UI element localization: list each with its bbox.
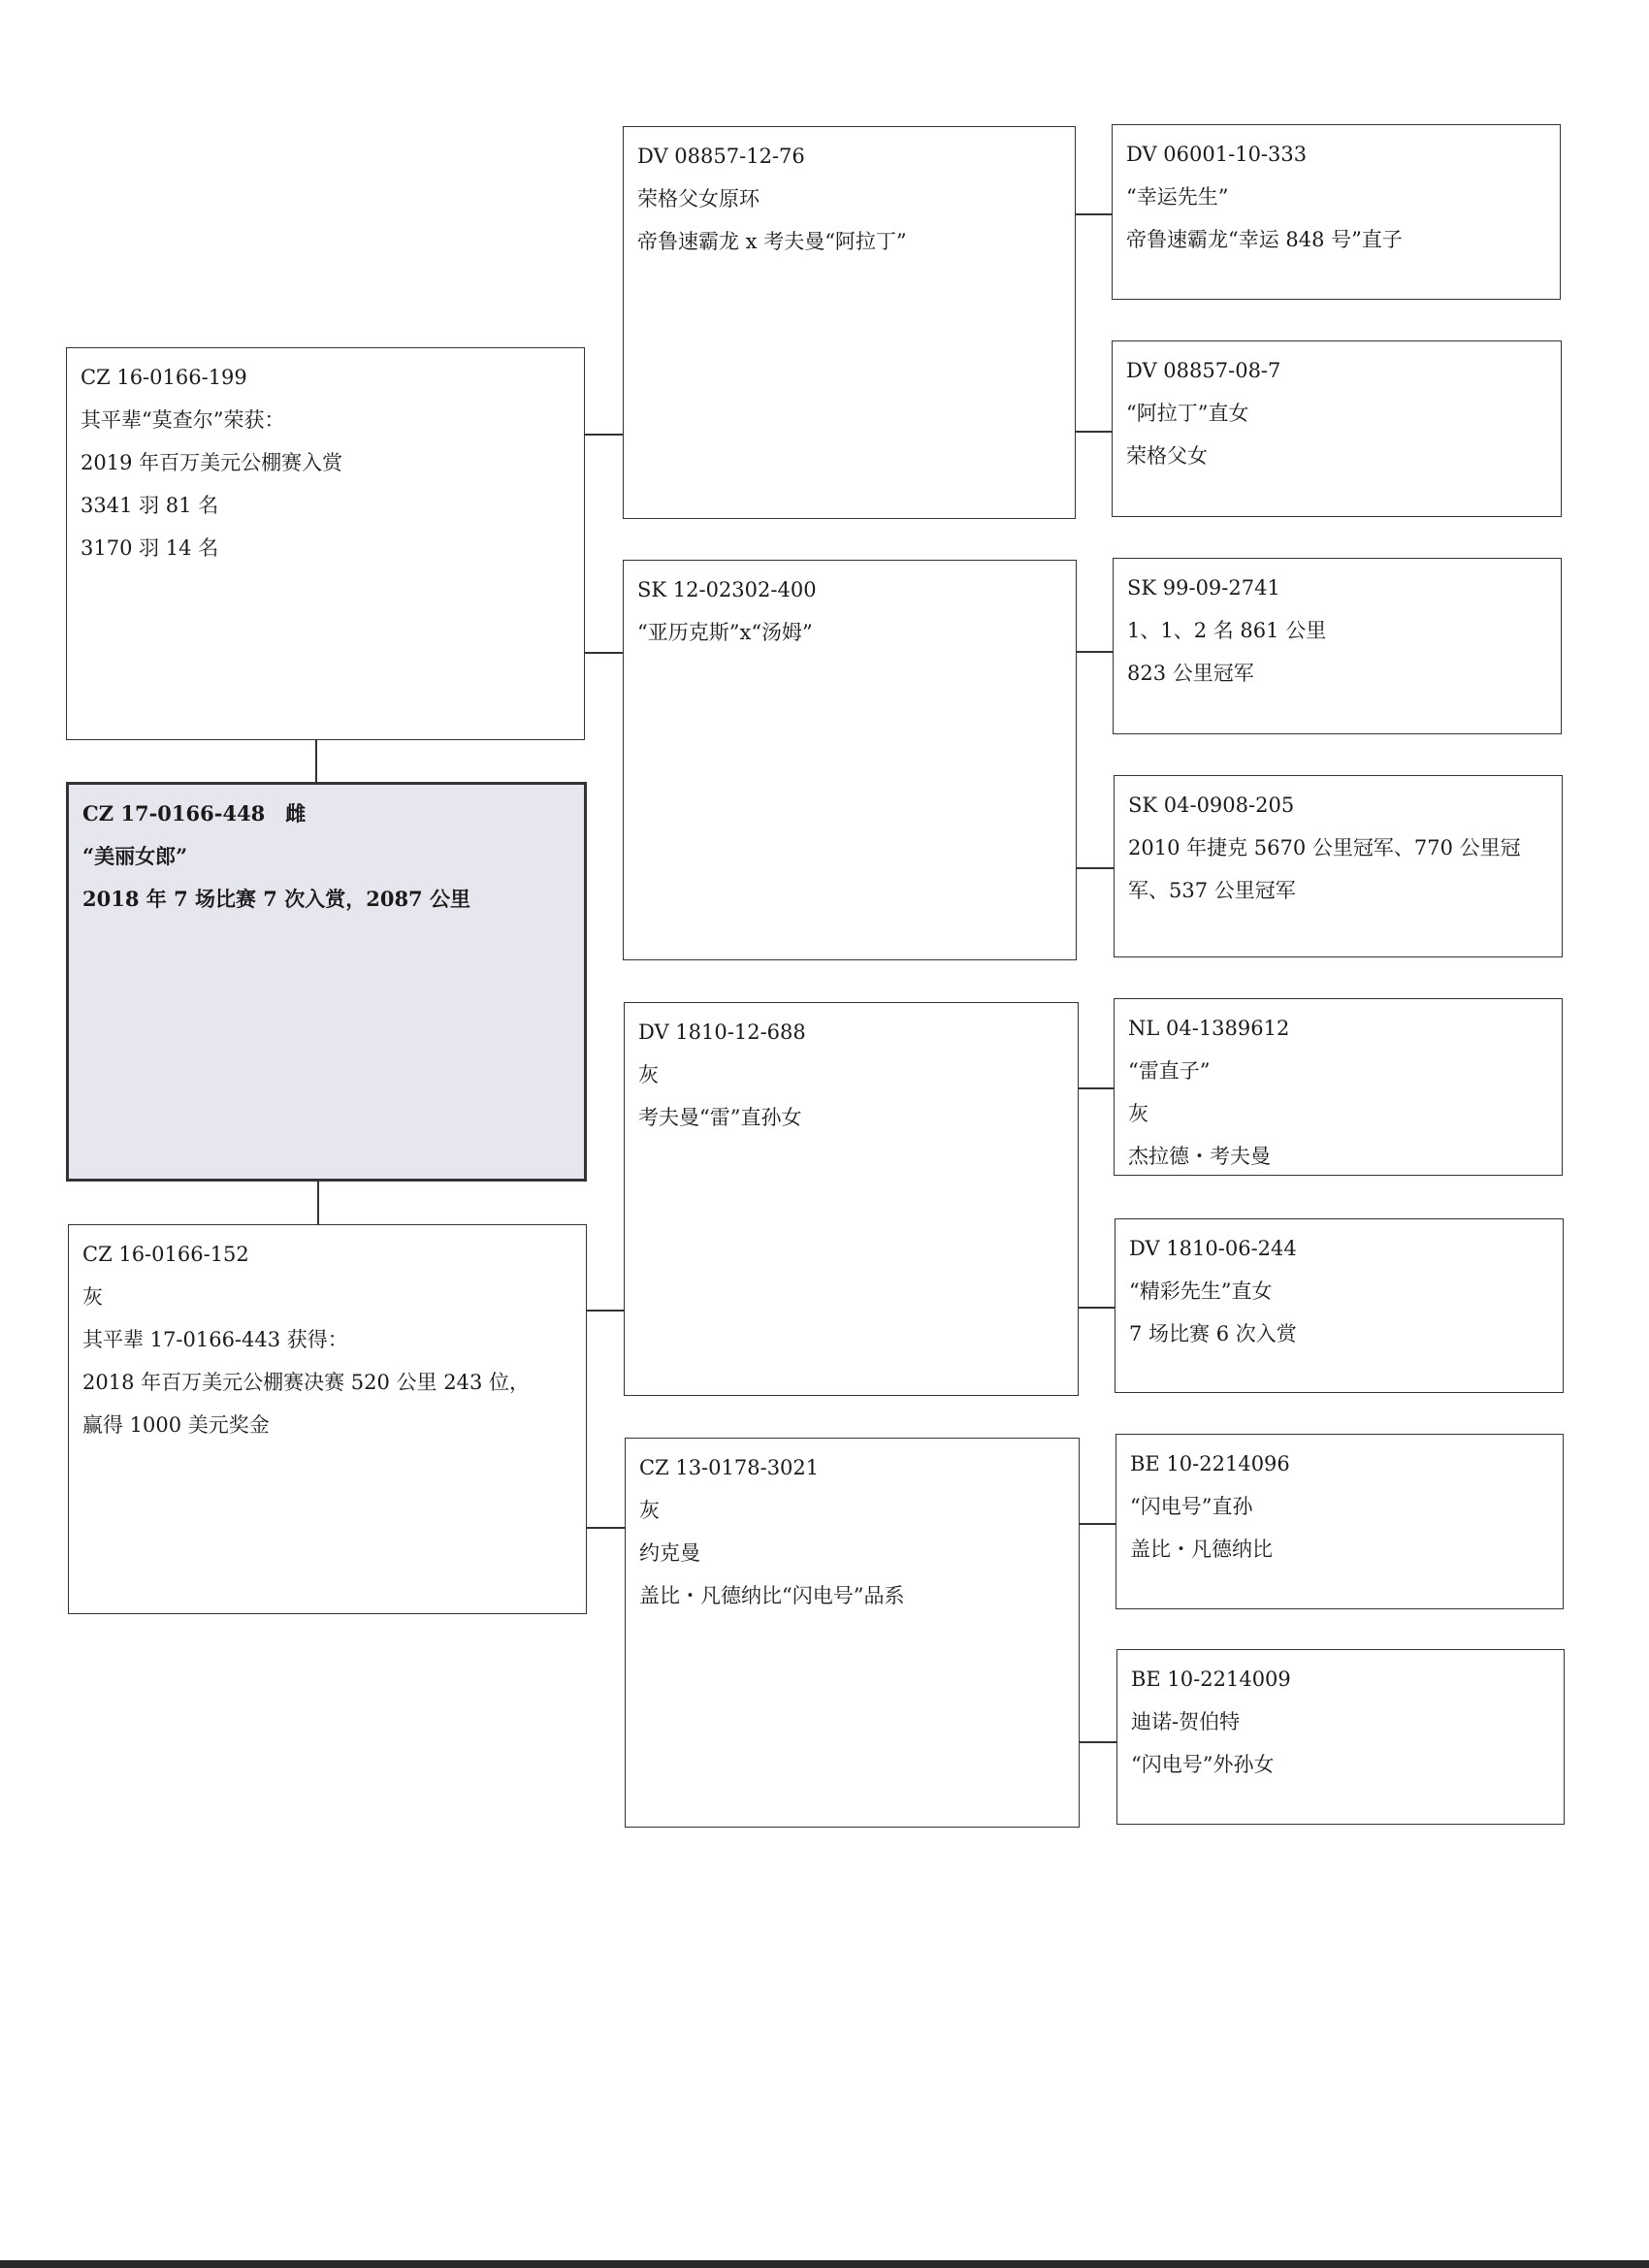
dam-note: 其平辈 17-0166-443 获得：: [82, 1328, 348, 1351]
gen3-box: [1112, 124, 1561, 300]
dam-ring: CZ 16-0166-152: [82, 1243, 249, 1266]
gen3-note: “雷直子”: [1128, 1059, 1211, 1083]
gen3-note: “精彩先生”直女: [1129, 1280, 1273, 1303]
connector-gen2-gen3: [1077, 867, 1114, 869]
gen3-note: 荣格父女: [1126, 444, 1208, 468]
gen2-ring: DV 1810-12-688: [638, 1021, 806, 1044]
gen2-color: 灰: [638, 1063, 659, 1086]
gen3-note: “幸运先生”: [1126, 185, 1229, 209]
gen2-color: 灰: [639, 1499, 660, 1522]
gen3-note: 帝鲁速霸龙“幸运 848 号”直子: [1126, 228, 1403, 251]
gen2-note: “亚历克斯”x“汤姆”: [637, 621, 813, 644]
gen2-box: [624, 1002, 1079, 1396]
subject-ring: CZ 17-0166-448 雌: [82, 801, 307, 826]
gen3-ring: NL 04-1389612: [1128, 1017, 1290, 1040]
gen2-ring: SK 12-02302-400: [637, 578, 817, 601]
dam-note: 赢得 1000 美元奖金: [82, 1413, 270, 1437]
gen3-note: 7 场比赛 6 次入赏: [1129, 1322, 1297, 1345]
sire-note: 3170 羽 14 名: [81, 536, 219, 560]
connector-gen2-gen3: [1079, 1307, 1115, 1309]
subject-box: [66, 782, 587, 1182]
connector-sire-gen2: [585, 652, 623, 654]
dam-color: 灰: [82, 1285, 103, 1309]
gen2-note: 盖比・凡德纳比“闪电号”品系: [639, 1584, 905, 1607]
sire-ring: CZ 16-0166-199: [81, 366, 247, 389]
gen3-box: [1113, 558, 1562, 734]
gen2-note: 考夫曼“雷”直孙女: [638, 1106, 802, 1129]
gen3-ring: BE 10-2214009: [1131, 1668, 1291, 1691]
gen2-note: 荣格父女原环: [637, 187, 760, 211]
connector-gen2-gen3: [1080, 1523, 1116, 1525]
gen3-ring: SK 99-09-2741: [1127, 576, 1280, 599]
gen2-note: 帝鲁速霸龙 x 考夫曼“阿拉丁”: [637, 230, 907, 253]
sire-note: 其平辈“莫查尔”荣获：: [81, 408, 285, 432]
gen3-box: [1112, 340, 1562, 517]
connector-gen2-gen3: [1077, 651, 1113, 653]
gen3-ring: DV 06001-10-333: [1126, 143, 1308, 166]
gen3-box: [1116, 1649, 1565, 1825]
gen3-box: [1114, 775, 1563, 957]
gen3-box: [1115, 1218, 1564, 1393]
connector-sire-subject: [315, 740, 317, 782]
connector-gen2-gen3: [1080, 1741, 1116, 1743]
gen3-ring: DV 08857-08-7: [1126, 359, 1281, 382]
gen3-box: [1114, 998, 1563, 1176]
gen3-note: 迪诺-贺伯特: [1131, 1710, 1241, 1733]
gen3-note: “阿拉丁”直女: [1126, 402, 1249, 425]
sire-note: 2019 年百万美元公棚赛入赏: [81, 451, 343, 474]
gen3-note: 盖比・凡德纳比: [1130, 1538, 1273, 1561]
subject-name: “美丽女郎”: [82, 844, 188, 868]
gen2-ring: CZ 13-0178-3021: [639, 1456, 820, 1479]
gen2-box: [623, 560, 1077, 960]
gen3-note: 军、537 公里冠军: [1128, 879, 1296, 902]
gen3-note: 2010 年捷克 5670 公里冠军、770 公里冠: [1128, 836, 1521, 859]
gen3-ring: BE 10-2214096: [1130, 1452, 1290, 1475]
gen3-note: “闪电号”直孙: [1130, 1495, 1253, 1518]
connector-dam-gen2: [587, 1310, 624, 1312]
dam-note: 2018 年百万美元公棚赛决赛 520 公里 243 位，: [82, 1371, 530, 1394]
gen3-ring: SK 04-0908-205: [1128, 794, 1295, 817]
gen3-note: “闪电号”外孙女: [1131, 1753, 1275, 1776]
gen3-note: 杰拉德・考夫曼: [1128, 1145, 1271, 1168]
gen2-box: [625, 1438, 1080, 1828]
gen3-color: 灰: [1128, 1102, 1148, 1125]
connector-gen2-gen3: [1079, 1087, 1114, 1089]
gen2-note: 约克曼: [639, 1541, 700, 1565]
subject-record: 2018 年 7 场比赛 7 次入赏，2087 公里: [82, 887, 470, 911]
connector-gen2-gen3: [1076, 431, 1112, 433]
sire-note: 3341 羽 81 名: [81, 494, 219, 517]
connector-dam-gen2: [587, 1527, 625, 1529]
dam-box: [68, 1224, 587, 1614]
scan-edge: [0, 2260, 1649, 2268]
connector-gen2-gen3: [1076, 213, 1112, 215]
gen3-note: 823 公里冠军: [1127, 662, 1254, 685]
gen3-box: [1116, 1434, 1564, 1609]
connector-subject-dam: [317, 1182, 319, 1224]
connector-sire-gen2: [585, 434, 623, 436]
sire-box: [66, 347, 585, 740]
gen3-ring: DV 1810-06-244: [1129, 1237, 1297, 1260]
gen2-ring: DV 08857-12-76: [637, 145, 805, 168]
gen2-box: [623, 126, 1076, 519]
gen3-note: 1、1、2 名 861 公里: [1127, 619, 1327, 642]
